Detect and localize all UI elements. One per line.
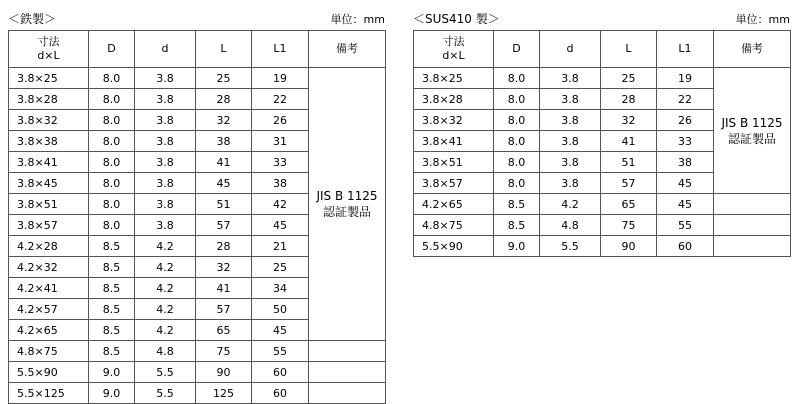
cell-size: 3.8×51	[414, 152, 494, 173]
cell-L: 75	[601, 215, 657, 236]
cell-L1: 55	[252, 341, 309, 362]
cell-size: 4.8×75	[414, 215, 494, 236]
sus-spec-table	[413, 30, 791, 257]
cell-size: 4.2×65	[414, 194, 494, 215]
header-remarks: 備考	[714, 31, 791, 68]
remarks-empty-cell	[714, 215, 791, 236]
header-row	[414, 31, 791, 68]
cell-size: 3.8×41	[414, 131, 494, 152]
cell-d: 4.2	[135, 320, 196, 341]
cell-size: 3.8×57	[9, 215, 89, 236]
iron-table-caption: ＜鉄製＞	[8, 12, 57, 26]
sus-caption-bar	[413, 10, 790, 30]
cell-D: 8.0	[494, 110, 540, 131]
cell-D: 9.0	[89, 383, 135, 404]
cell-L: 57	[196, 215, 252, 236]
cell-size: 4.2×65	[9, 320, 89, 341]
cell-L: 90	[196, 362, 252, 383]
cell-L1: 26	[252, 110, 309, 131]
cell-L: 41	[196, 152, 252, 173]
cell-size: 3.8×25	[9, 68, 89, 89]
cell-size: 3.8×32	[9, 110, 89, 131]
cell-D: 8.5	[89, 278, 135, 299]
cell-L1: 33	[657, 131, 714, 152]
table-row	[9, 68, 386, 89]
cell-L: 65	[601, 194, 657, 215]
cell-d: 3.8	[135, 173, 196, 194]
table-row	[414, 68, 791, 89]
cell-d: 3.8	[135, 131, 196, 152]
cell-d: 3.8	[135, 194, 196, 215]
cell-size: 3.8×25	[414, 68, 494, 89]
sus-table-body	[414, 68, 791, 257]
cell-L: 28	[196, 236, 252, 257]
cell-L1: 45	[657, 173, 714, 194]
header-L: L	[601, 31, 657, 68]
cell-L: 28	[601, 89, 657, 110]
cell-d: 3.8	[540, 131, 601, 152]
cell-L: 90	[601, 236, 657, 257]
cell-d: 5.5	[135, 362, 196, 383]
remarks-cell	[309, 68, 386, 341]
cell-d: 3.8	[135, 215, 196, 236]
remarks-certified: 認証製品	[322, 205, 371, 219]
cell-L: 75	[196, 341, 252, 362]
cell-L1: 21	[252, 236, 309, 257]
cell-L1: 26	[657, 110, 714, 131]
cell-L: 25	[196, 68, 252, 89]
cell-L: 28	[196, 89, 252, 110]
header-size: 寸法 d×L	[414, 31, 494, 68]
cell-D: 8.0	[89, 152, 135, 173]
header-d: d	[135, 31, 196, 68]
remarks-cell	[714, 68, 791, 194]
header-remarks: 備考	[309, 31, 386, 68]
cell-d: 4.8	[540, 215, 601, 236]
iron-table-body	[9, 68, 386, 404]
cell-L: 51	[601, 152, 657, 173]
cell-size: 4.8×75	[9, 341, 89, 362]
remarks-empty-cell	[714, 194, 791, 215]
cell-size: 3.8×28	[414, 89, 494, 110]
sus-spec-panel	[413, 10, 790, 257]
cell-L: 45	[196, 173, 252, 194]
iron-spec-table	[8, 30, 386, 404]
cell-d: 4.2	[135, 257, 196, 278]
cell-L: 41	[601, 131, 657, 152]
header-size: 寸法 d×L	[9, 31, 89, 68]
cell-size: 5.5×125	[9, 383, 89, 404]
cell-d: 3.8	[540, 68, 601, 89]
cell-d: 3.8	[135, 152, 196, 173]
cell-L1: 45	[252, 320, 309, 341]
cell-d: 3.8	[135, 89, 196, 110]
cell-D: 8.5	[494, 215, 540, 236]
cell-L1: 42	[252, 194, 309, 215]
cell-L1: 45	[657, 194, 714, 215]
cell-L1: 25	[252, 257, 309, 278]
cell-L1: 19	[657, 68, 714, 89]
sus-table-caption: ＜SUS410 製＞	[413, 12, 500, 26]
cell-D: 8.5	[89, 236, 135, 257]
cell-L1: 22	[252, 89, 309, 110]
iron-spec-panel	[8, 10, 385, 404]
iron-caption-bar	[8, 10, 385, 30]
cell-d: 4.2	[540, 194, 601, 215]
cell-L1: 33	[252, 152, 309, 173]
table-row	[414, 194, 791, 215]
cell-D: 8.5	[89, 320, 135, 341]
cell-size: 3.8×57	[414, 173, 494, 194]
cell-D: 8.0	[494, 152, 540, 173]
cell-size: 3.8×51	[9, 194, 89, 215]
cell-L: 32	[601, 110, 657, 131]
cell-L: 25	[601, 68, 657, 89]
cell-d: 3.8	[540, 173, 601, 194]
cell-D: 8.5	[494, 194, 540, 215]
remarks-standard: JIS B 1125	[721, 115, 783, 130]
cell-D: 8.0	[89, 110, 135, 131]
table-row	[9, 362, 386, 383]
cell-D: 8.0	[89, 89, 135, 110]
header-L1: L1	[657, 31, 714, 68]
cell-size: 4.2×41	[9, 278, 89, 299]
header-d: d	[540, 31, 601, 68]
iron-unit-label: 単位：mm	[330, 13, 385, 26]
table-row	[414, 215, 791, 236]
cell-size: 4.2×57	[9, 299, 89, 320]
header-D: D	[494, 31, 540, 68]
cell-size: 3.8×41	[9, 152, 89, 173]
cell-size: 5.5×90	[414, 236, 494, 257]
header-D: D	[89, 31, 135, 68]
header-L1: L1	[252, 31, 309, 68]
cell-D: 9.0	[89, 362, 135, 383]
cell-d: 4.8	[135, 341, 196, 362]
cell-L: 32	[196, 110, 252, 131]
cell-D: 8.0	[494, 68, 540, 89]
cell-size: 4.2×28	[9, 236, 89, 257]
cell-D: 8.5	[89, 341, 135, 362]
cell-L: 41	[196, 278, 252, 299]
cell-size: 4.2×32	[9, 257, 89, 278]
cell-L1: 60	[252, 362, 309, 383]
cell-D: 8.0	[89, 68, 135, 89]
cell-L1: 31	[252, 131, 309, 152]
header-L: L	[196, 31, 252, 68]
cell-L1: 60	[252, 383, 309, 404]
cell-D: 8.0	[494, 89, 540, 110]
cell-size: 3.8×28	[9, 89, 89, 110]
cell-d: 5.5	[135, 383, 196, 404]
remarks-certified: 認証製品	[727, 131, 776, 146]
cell-d: 3.8	[540, 110, 601, 131]
table-row	[9, 341, 386, 362]
cell-D: 8.0	[89, 215, 135, 236]
cell-L1: 22	[657, 89, 714, 110]
table-row	[414, 236, 791, 257]
cell-L1: 60	[657, 236, 714, 257]
cell-L1: 38	[252, 173, 309, 194]
cell-L: 38	[196, 131, 252, 152]
cell-L1: 45	[252, 215, 309, 236]
cell-L1: 34	[252, 278, 309, 299]
cell-d: 5.5	[540, 236, 601, 257]
cell-L: 57	[196, 299, 252, 320]
cell-L: 32	[196, 257, 252, 278]
cell-L1: 38	[657, 152, 714, 173]
cell-size: 3.8×38	[9, 131, 89, 152]
cell-d: 4.2	[135, 299, 196, 320]
remarks-empty-cell	[309, 383, 386, 404]
cell-D: 8.5	[89, 257, 135, 278]
cell-D: 8.0	[89, 173, 135, 194]
remarks-empty-cell	[309, 362, 386, 383]
cell-L: 65	[196, 320, 252, 341]
cell-d: 3.8	[135, 68, 196, 89]
cell-D: 8.0	[494, 131, 540, 152]
cell-L: 125	[196, 383, 252, 404]
cell-D: 8.5	[89, 299, 135, 320]
cell-D: 9.0	[494, 236, 540, 257]
remarks-standard: JIS B 1125	[316, 189, 378, 203]
remarks-empty-cell	[714, 236, 791, 257]
cell-L: 57	[601, 173, 657, 194]
cell-d: 3.8	[540, 89, 601, 110]
sus-unit-label: 単位：mm	[735, 13, 790, 26]
cell-size: 3.8×45	[9, 173, 89, 194]
header-row	[9, 31, 386, 68]
cell-L1: 55	[657, 215, 714, 236]
cell-L1: 19	[252, 68, 309, 89]
cell-D: 8.0	[494, 173, 540, 194]
cell-size: 5.5×90	[9, 362, 89, 383]
cell-d: 4.2	[135, 278, 196, 299]
cell-L1: 50	[252, 299, 309, 320]
cell-d: 3.8	[540, 152, 601, 173]
cell-d: 3.8	[135, 110, 196, 131]
cell-L: 51	[196, 194, 252, 215]
remarks-empty-cell	[309, 341, 386, 362]
table-row	[9, 383, 386, 404]
cell-d: 4.2	[135, 236, 196, 257]
cell-D: 8.0	[89, 194, 135, 215]
cell-D: 8.0	[89, 131, 135, 152]
cell-size: 3.8×32	[414, 110, 494, 131]
